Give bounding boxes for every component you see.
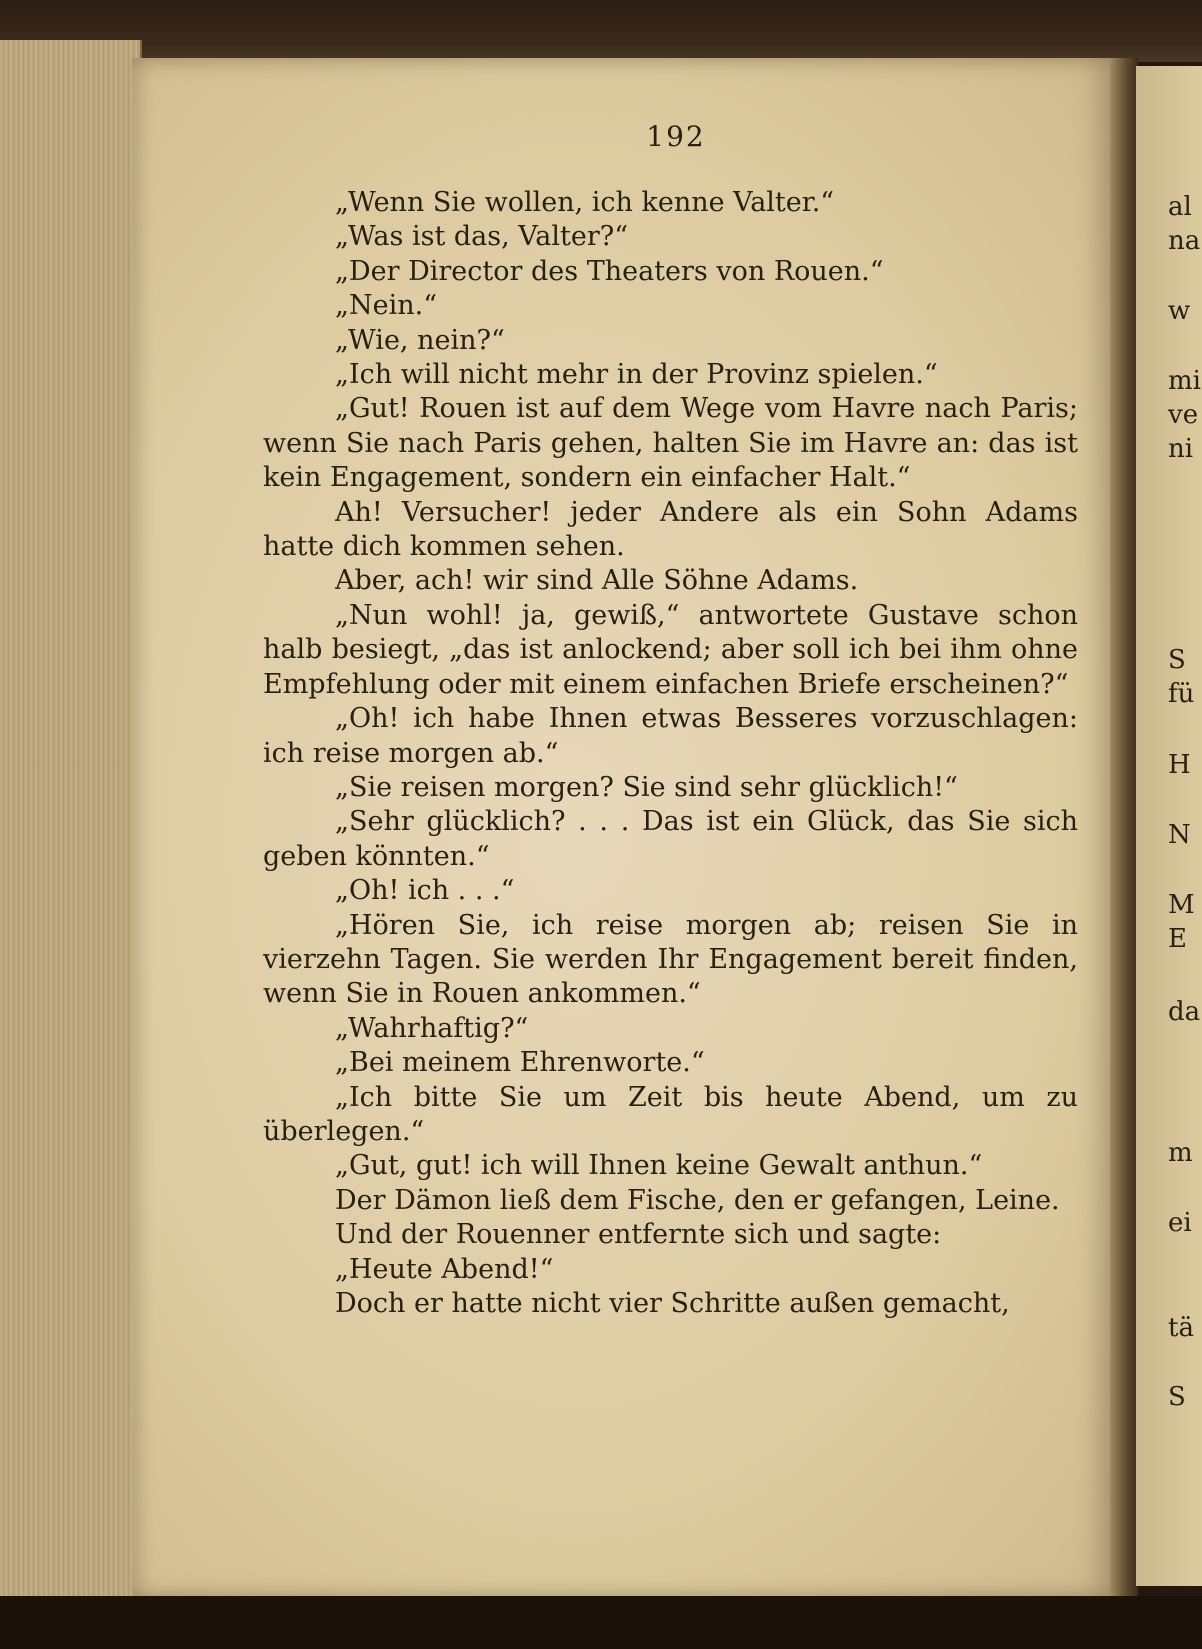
paragraph: „Wenn Sie wollen, ich kenne Valter.“ xyxy=(335,187,835,218)
next-page-fragment: H xyxy=(1168,750,1191,780)
book-gutter xyxy=(1110,58,1138,1598)
paragraph: „Wie, nein?“ xyxy=(335,324,505,356)
next-page-fragment: da xyxy=(1168,997,1201,1027)
paragraph: „Oh! ich . . .“ xyxy=(335,875,515,907)
page-number: 192 xyxy=(646,120,706,153)
paragraph: „Der Director des Theaters von Rouen.“ xyxy=(335,255,884,287)
paragraph: Ah! Versucher! jeder Andere als ein Sohn Adams hatte dich kommen sehen. xyxy=(263,496,1078,563)
paragraph: Und der Rouenner entfernte sich und sagte: xyxy=(335,1219,942,1251)
next-page-fragment: na xyxy=(1168,226,1201,256)
paragraph: „Was ist das, Valter?“ xyxy=(335,221,629,253)
next-page-fragment: ei xyxy=(1168,1208,1192,1238)
next-page-fragment: N xyxy=(1168,820,1191,850)
paragraph: „Sie reisen morgen? Sie sind sehr glücklich!“ xyxy=(335,771,958,803)
paragraph: „Gut! Rouen ist auf dem Wege vom Havre nach Paris; wenn Sie nach Paris gehen, halten Sie im Havre an: das ist kein Engagement, sondern ein einfacher Halt.“ xyxy=(263,393,1078,494)
paragraph: „Heute Abend!“ xyxy=(335,1253,554,1285)
paragraph: „Ich bitte Sie um Zeit bis heute Abend, um zu überlegen.“ xyxy=(263,1081,1078,1147)
paragraph: „Sehr glücklich? . . . Das ist ein Glück, das Sie sich geben könnten.“ xyxy=(263,806,1078,872)
paragraph: „Gut, gut! ich will Ihnen keine Gewalt anthun.“ xyxy=(335,1150,983,1182)
paragraph: Aber, ach! wir sind Alle Söhne Adams. xyxy=(335,565,859,597)
next-page-fragment: S xyxy=(1168,1382,1186,1412)
paragraph: „Wahrhaftig?“ xyxy=(335,1012,529,1044)
book-cover-bottom xyxy=(0,1596,1202,1649)
next-page-fragment: M xyxy=(1168,890,1195,920)
paragraph: „Nun wohl! ja, gewiß,“ antwortete Gustave schon halb besiegt, „das ist anlockend; aber soll ich bei ihm ohne Empfehlung oder mit einem einfachen Briefe erscheinen?“ xyxy=(263,599,1078,700)
next-page-fragment: ni xyxy=(1168,434,1194,464)
next-page-fragment: m xyxy=(1168,1138,1193,1168)
next-page-fragment: al xyxy=(1168,192,1192,222)
paragraph: „Ich will nicht mehr in der Provinz spielen.“ xyxy=(335,359,938,391)
page-body xyxy=(263,186,1078,1321)
paragraph: Doch er hatte nicht vier Schritte außen gemacht, xyxy=(335,1288,1010,1319)
page-fore-edge xyxy=(0,40,142,1600)
paragraph: „Hören Sie, ich reise morgen ab; reisen Sie in vierzehn Tagen. Sie werden Ihr Engagement bereit finden, wenn Sie in Rouen ankommen.“ xyxy=(263,909,1078,1010)
paragraph: „Bei meinem Ehrenworte.“ xyxy=(335,1047,705,1079)
next-page-fragment: ve xyxy=(1168,400,1199,430)
next-page-fragment: mi xyxy=(1168,366,1201,396)
next-page-fragment: E xyxy=(1168,924,1187,954)
next-page-fragment: S xyxy=(1168,645,1186,675)
next-page-fragment: tä xyxy=(1168,1313,1194,1343)
next-page-fragment: fü xyxy=(1168,679,1195,709)
book-cover-top xyxy=(0,0,1202,62)
paragraph: Der Dämon ließ dem Fische, den er gefangen, Leine. xyxy=(335,1184,1060,1216)
paragraph: „Nein.“ xyxy=(335,290,438,322)
next-page-fragment: w xyxy=(1168,296,1191,326)
paragraph: „Oh! ich habe Ihnen etwas Besseres vorzuschlagen: ich reise morgen ab.“ xyxy=(263,703,1078,769)
